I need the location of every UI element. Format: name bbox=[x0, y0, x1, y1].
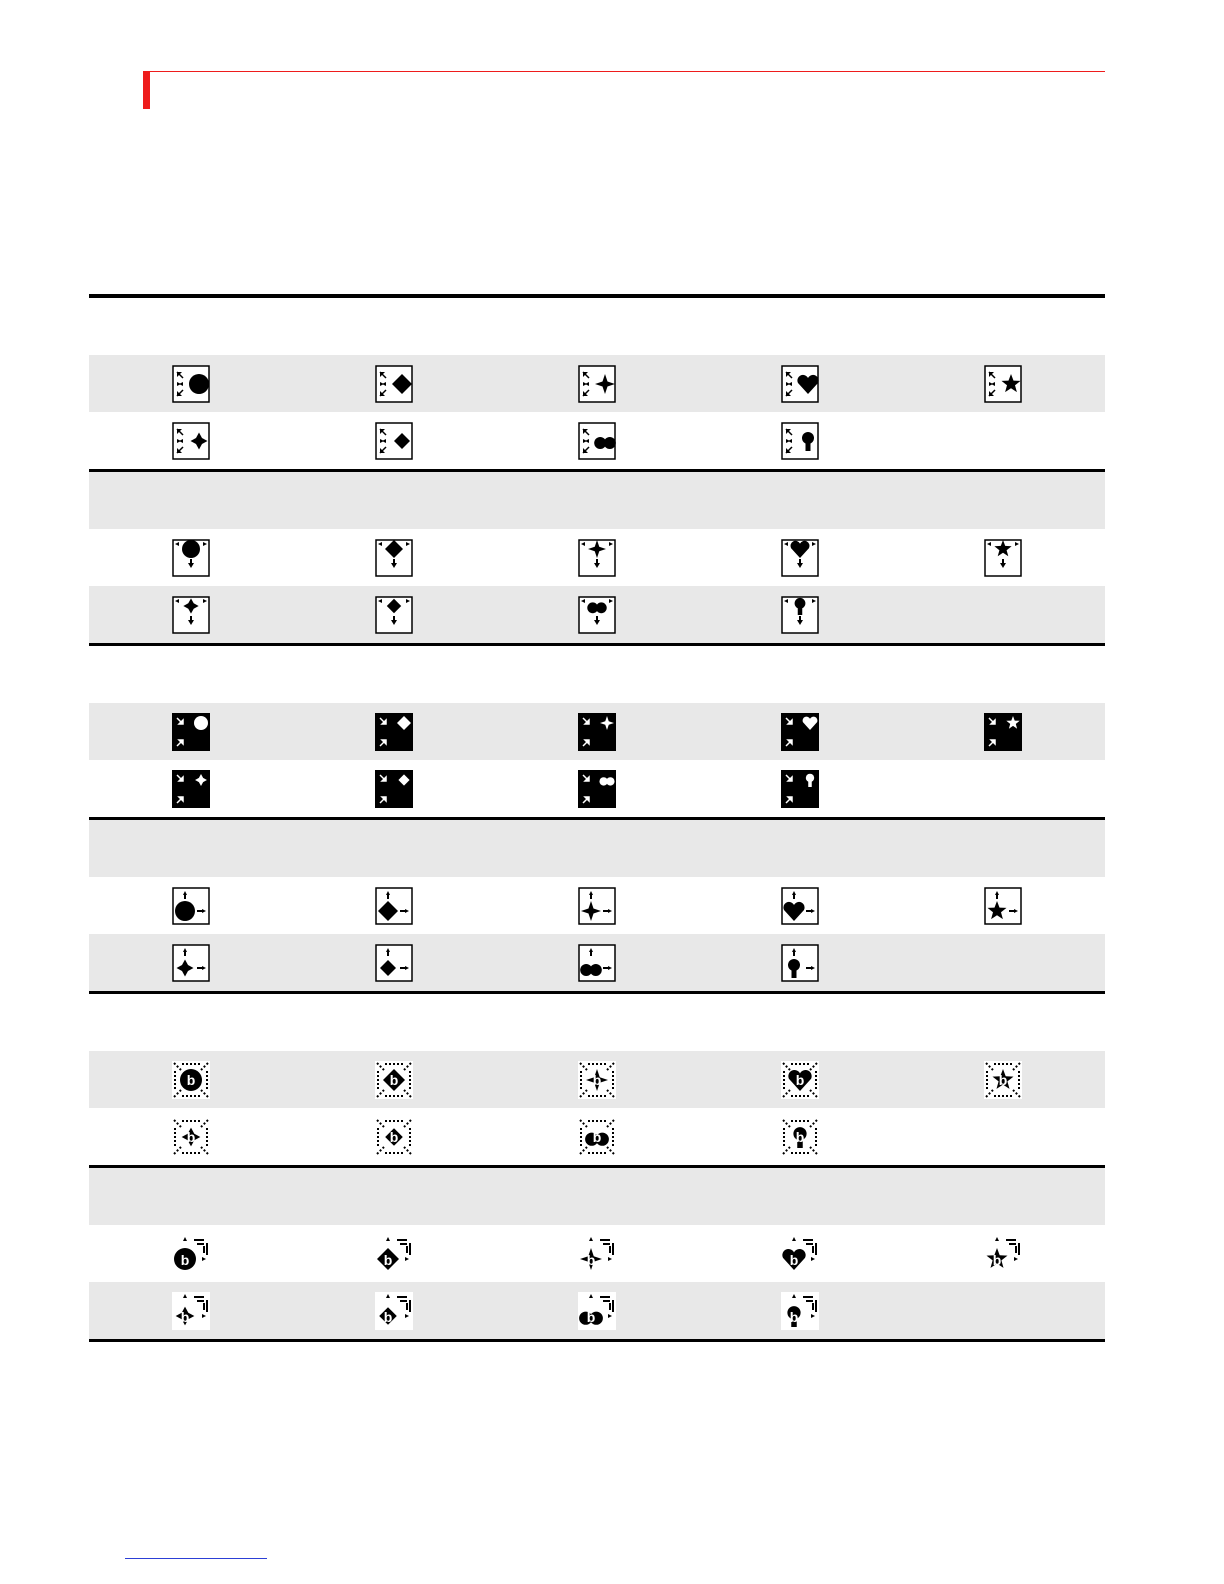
icon-row bbox=[89, 412, 1105, 469]
svg-text:b: b bbox=[389, 1128, 399, 1145]
icon-cell bbox=[699, 1051, 902, 1108]
star-icon bbox=[984, 1061, 1022, 1099]
icon-cell bbox=[902, 355, 1105, 412]
icon-cell bbox=[292, 994, 495, 1051]
icon-cell bbox=[292, 412, 495, 469]
diamond-icon bbox=[375, 1061, 413, 1099]
icon-cell bbox=[89, 703, 292, 760]
heart-icon bbox=[781, 365, 819, 403]
icon-group bbox=[89, 646, 1105, 820]
icon-row bbox=[89, 760, 1105, 817]
svg-text:b: b bbox=[186, 1071, 195, 1088]
group-heading-row bbox=[89, 820, 1105, 877]
icon-row bbox=[89, 1108, 1105, 1165]
diamond-small-icon bbox=[375, 596, 413, 634]
header-rule bbox=[150, 71, 1105, 72]
icon-row bbox=[89, 877, 1105, 934]
svg-text:b: b bbox=[789, 1251, 799, 1268]
icon-cell bbox=[902, 1108, 1105, 1165]
circle-icon bbox=[172, 713, 210, 751]
icon-cell bbox=[495, 877, 698, 934]
icon-cell bbox=[89, 1282, 292, 1339]
heart-icon bbox=[781, 887, 819, 925]
icon-cell bbox=[292, 472, 495, 529]
icon-cell bbox=[902, 298, 1105, 355]
icon-cell bbox=[89, 1051, 292, 1108]
svg-text:b: b bbox=[789, 1308, 799, 1325]
icon-cell bbox=[495, 1108, 698, 1165]
icon-cell bbox=[292, 298, 495, 355]
four-point-star-icon bbox=[578, 365, 616, 403]
icon-cell bbox=[495, 472, 698, 529]
icon-cell bbox=[902, 820, 1105, 877]
icon-cell bbox=[292, 1168, 495, 1225]
icon-cell bbox=[89, 586, 292, 643]
icon-cell bbox=[699, 355, 902, 412]
header-accent-bar bbox=[143, 71, 150, 109]
icon-group bbox=[89, 298, 1105, 472]
icon-row bbox=[89, 1282, 1105, 1339]
icon-cell bbox=[699, 1168, 902, 1225]
four-point-star-small-icon bbox=[172, 944, 210, 982]
icon-row bbox=[89, 934, 1105, 991]
icon-cell bbox=[292, 1051, 495, 1108]
svg-text:b: b bbox=[180, 1308, 189, 1325]
icon-group bbox=[89, 994, 1105, 1168]
heart-icon bbox=[781, 539, 819, 577]
heart-icon bbox=[781, 1235, 819, 1273]
icon-cell bbox=[89, 820, 292, 877]
icon-cell bbox=[89, 760, 292, 817]
icon-cell bbox=[292, 1108, 495, 1165]
keyhole-icon bbox=[781, 422, 819, 460]
icon-cell bbox=[292, 877, 495, 934]
four-point-star-small-icon bbox=[172, 596, 210, 634]
heart-icon bbox=[781, 1061, 819, 1099]
icon-cell bbox=[699, 472, 902, 529]
four-point-star-small-icon bbox=[172, 770, 210, 808]
footer-link-underline bbox=[125, 1558, 267, 1559]
diamond-icon bbox=[375, 1235, 413, 1273]
four-point-star-icon bbox=[578, 539, 616, 577]
icon-cell bbox=[495, 703, 698, 760]
icon-row bbox=[89, 703, 1105, 760]
icon-cell bbox=[902, 1168, 1105, 1225]
group-heading-row bbox=[89, 1168, 1105, 1225]
icon-cell bbox=[89, 355, 292, 412]
svg-text:b: b bbox=[999, 1071, 1008, 1088]
icon-cell bbox=[89, 472, 292, 529]
four-point-star-icon bbox=[578, 887, 616, 925]
svg-text:b: b bbox=[795, 1128, 805, 1145]
icon-row bbox=[89, 355, 1105, 412]
icon-cell bbox=[89, 1225, 292, 1282]
icon-cell bbox=[699, 820, 902, 877]
icon-cell bbox=[902, 994, 1105, 1051]
circle-icon bbox=[172, 365, 210, 403]
icon-cell bbox=[902, 472, 1105, 529]
four-point-star-icon bbox=[578, 713, 616, 751]
group-heading-row bbox=[89, 298, 1105, 355]
four-point-star-icon bbox=[578, 1061, 616, 1099]
icon-cell bbox=[89, 934, 292, 991]
icon-cell bbox=[89, 412, 292, 469]
icon-cell bbox=[902, 877, 1105, 934]
icon-cell bbox=[902, 1282, 1105, 1339]
icon-cell bbox=[89, 1168, 292, 1225]
double-circle-icon bbox=[578, 770, 616, 808]
icon-cell bbox=[495, 1225, 698, 1282]
icon-group bbox=[89, 472, 1105, 646]
diamond-icon bbox=[375, 539, 413, 577]
diamond-small-icon bbox=[375, 770, 413, 808]
svg-text:b: b bbox=[795, 1071, 805, 1088]
icon-row bbox=[89, 529, 1105, 586]
keyhole-icon bbox=[781, 596, 819, 634]
icon-cell bbox=[495, 760, 698, 817]
icon-row bbox=[89, 1051, 1105, 1108]
icon-cell bbox=[89, 877, 292, 934]
group-heading-row bbox=[89, 646, 1105, 703]
icon-cell bbox=[292, 529, 495, 586]
circle-icon bbox=[172, 1061, 210, 1099]
icon-cell bbox=[699, 586, 902, 643]
icon-cell bbox=[292, 586, 495, 643]
diamond-icon bbox=[375, 365, 413, 403]
svg-text:b: b bbox=[592, 1071, 602, 1088]
svg-text:b: b bbox=[592, 1128, 602, 1145]
icon-cell bbox=[699, 646, 902, 703]
keyhole-icon bbox=[781, 770, 819, 808]
group-heading-row bbox=[89, 472, 1105, 529]
icon-row bbox=[89, 1225, 1105, 1282]
icon-cell bbox=[699, 529, 902, 586]
icon-cell bbox=[495, 1051, 698, 1108]
svg-text:b: b bbox=[383, 1308, 393, 1325]
icon-cell bbox=[89, 1108, 292, 1165]
icon-cell bbox=[89, 646, 292, 703]
icon-cell bbox=[89, 529, 292, 586]
icon-cell bbox=[902, 934, 1105, 991]
icon-cell bbox=[495, 586, 698, 643]
icon-cell bbox=[292, 934, 495, 991]
star-icon bbox=[984, 887, 1022, 925]
icon-cell bbox=[699, 412, 902, 469]
icon-cell bbox=[699, 1282, 902, 1339]
svg-text:b: b bbox=[993, 1251, 1002, 1268]
diamond-small-icon bbox=[375, 422, 413, 460]
double-circle-icon bbox=[578, 422, 616, 460]
icon-cell bbox=[495, 355, 698, 412]
icon-cell bbox=[699, 760, 902, 817]
svg-text:b: b bbox=[586, 1308, 596, 1325]
star-icon bbox=[984, 713, 1022, 751]
icon-cell bbox=[902, 529, 1105, 586]
icon-cell bbox=[902, 646, 1105, 703]
group-heading-row bbox=[89, 994, 1105, 1051]
icon-cell bbox=[495, 1282, 698, 1339]
svg-text:b: b bbox=[389, 1071, 399, 1088]
heart-icon bbox=[781, 713, 819, 751]
icon-cell bbox=[495, 994, 698, 1051]
diamond-icon bbox=[375, 713, 413, 751]
diamond-icon bbox=[375, 887, 413, 925]
double-circle-icon bbox=[578, 596, 616, 634]
icon-group bbox=[89, 820, 1105, 994]
icon-cell bbox=[699, 934, 902, 991]
icon-cell bbox=[699, 1225, 902, 1282]
icon-cell bbox=[699, 298, 902, 355]
icon-cell bbox=[902, 760, 1105, 817]
icon-cell bbox=[292, 646, 495, 703]
icon-cell bbox=[902, 586, 1105, 643]
icon-cell bbox=[292, 820, 495, 877]
icon-cell bbox=[902, 1225, 1105, 1282]
diamond-small-icon bbox=[375, 1292, 413, 1330]
keyhole-icon bbox=[781, 944, 819, 982]
four-point-star-small-icon bbox=[172, 422, 210, 460]
icon-cell bbox=[89, 994, 292, 1051]
icon-cell bbox=[495, 412, 698, 469]
svg-text:b: b bbox=[186, 1128, 195, 1145]
icon-cell bbox=[89, 298, 292, 355]
diamond-small-icon bbox=[375, 1118, 413, 1156]
icon-cell bbox=[495, 820, 698, 877]
four-point-star-icon bbox=[578, 1235, 616, 1273]
svg-text:b: b bbox=[383, 1251, 393, 1268]
circle-icon bbox=[172, 1235, 210, 1273]
icon-cell bbox=[902, 412, 1105, 469]
icon-cell bbox=[699, 994, 902, 1051]
icon-cell bbox=[699, 877, 902, 934]
double-circle-icon bbox=[578, 1292, 616, 1330]
circle-icon bbox=[172, 887, 210, 925]
icon-cell bbox=[699, 1108, 902, 1165]
star-icon bbox=[984, 365, 1022, 403]
icon-cell bbox=[292, 1225, 495, 1282]
four-point-star-small-icon bbox=[172, 1118, 210, 1156]
icon-cell bbox=[495, 298, 698, 355]
icon-cell bbox=[292, 355, 495, 412]
icon-cell bbox=[902, 703, 1105, 760]
icon-cell bbox=[292, 760, 495, 817]
svg-text:b: b bbox=[180, 1251, 189, 1268]
icon-group bbox=[89, 1168, 1105, 1342]
icon-cell bbox=[495, 529, 698, 586]
circle-icon bbox=[172, 539, 210, 577]
star-icon bbox=[984, 1235, 1022, 1273]
double-circle-icon bbox=[578, 944, 616, 982]
double-circle-icon bbox=[578, 1118, 616, 1156]
icon-cell bbox=[495, 646, 698, 703]
diamond-small-icon bbox=[375, 944, 413, 982]
keyhole-icon bbox=[781, 1292, 819, 1330]
four-point-star-small-icon bbox=[172, 1292, 210, 1330]
icon-cell bbox=[292, 1282, 495, 1339]
icon-cell bbox=[699, 703, 902, 760]
icon-cell bbox=[292, 703, 495, 760]
icon-cell bbox=[902, 1051, 1105, 1108]
icon-row bbox=[89, 586, 1105, 643]
svg-text:b: b bbox=[586, 1251, 596, 1268]
star-icon bbox=[984, 539, 1022, 577]
keyhole-icon bbox=[781, 1118, 819, 1156]
icon-cell bbox=[495, 934, 698, 991]
icon-table bbox=[89, 294, 1105, 1342]
icon-cell bbox=[495, 1168, 698, 1225]
